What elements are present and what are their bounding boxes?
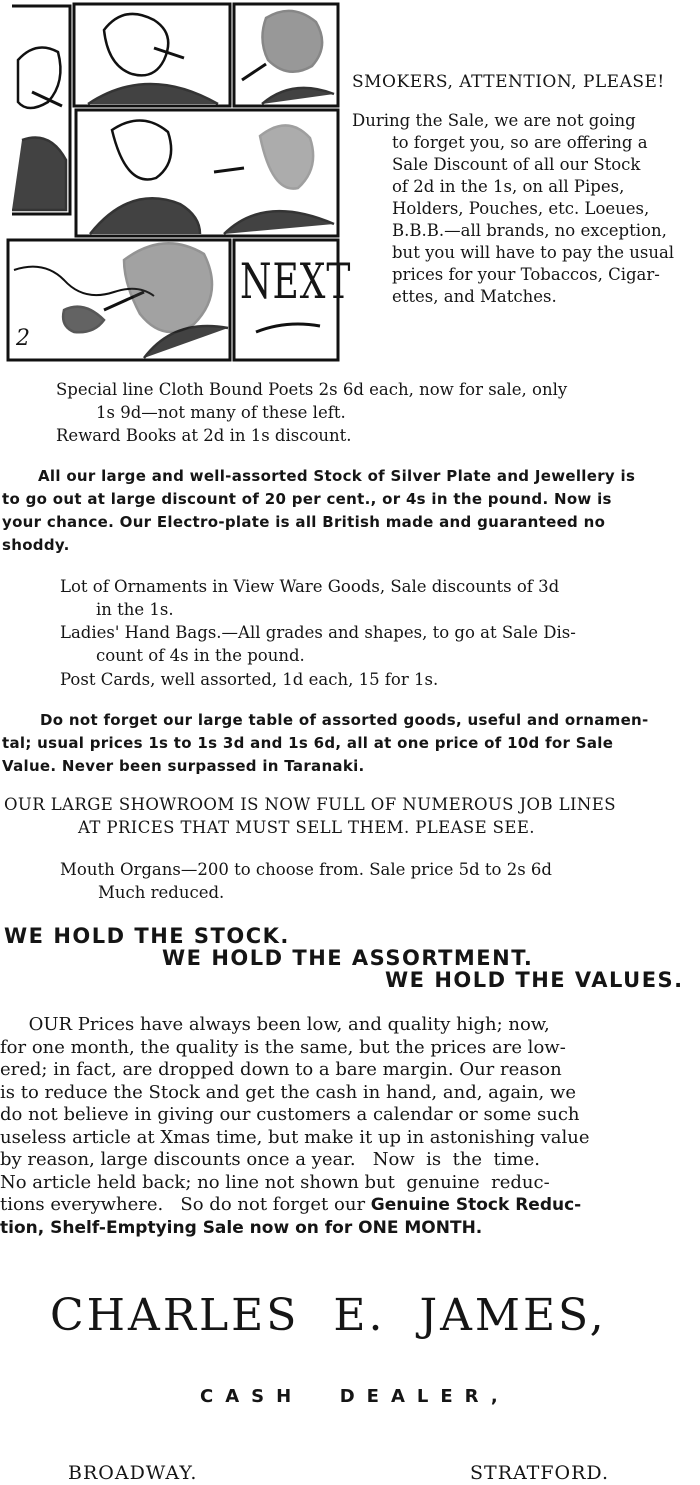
text-line: Sale Discount of all our Stock xyxy=(392,155,641,174)
text-line xyxy=(0,1194,700,1217)
merchant-street: BROADWAY. xyxy=(68,1462,198,1484)
next-panel-caption: NEXT xyxy=(240,254,352,311)
showroom-line: AT PRICES THAT MUST SELL THEM. PLEASE SEE. xyxy=(78,818,535,837)
table-goods-line: Do not forget our large table of assorted goods, useful and ornamen- xyxy=(40,711,649,729)
text-line: do not believe in giving our customers a calendar or some such xyxy=(0,1104,580,1125)
silver-line: All our large and well-assorted Stock of Silver Plate and Jewellery is xyxy=(38,467,636,485)
text-line: Holders, Pouches, etc. Loeues, xyxy=(392,199,650,218)
handbags-line: Ladies' Hand Bags.—All grades and shapes, to go at Sale Dis- xyxy=(60,623,576,642)
merchant-title: CASH DEALER, xyxy=(200,1386,510,1407)
panel-number: 2 xyxy=(16,326,30,351)
showroom-line: OUR LARGE SHOWROOM IS NOW FULL OF NUMEROUS JOB LINES xyxy=(4,795,616,814)
text-line: to forget you, so are offering a xyxy=(392,133,648,152)
text-line: ered; in fact, are dropped down to a bare margin. Our reason xyxy=(0,1059,562,1080)
smokers-cartoon xyxy=(4,0,352,362)
slogan-values: WE HOLD THE VALUES. xyxy=(385,968,684,992)
prices-paragraph xyxy=(0,1014,700,1239)
mouth-organs-line: Much reduced. xyxy=(98,883,225,902)
text-line: ettes, and Matches. xyxy=(392,287,557,306)
slogan-assortment: WE HOLD THE ASSORTMENT. xyxy=(162,946,534,970)
text-line: of 2d in the 1s, on all Pipes, xyxy=(392,177,625,196)
poets-line: 1s 9d—not many of these left. xyxy=(96,403,346,422)
text-line: B.B.B.—all brands, no exception, xyxy=(392,221,667,240)
merchant-town: STRATFORD. xyxy=(470,1462,610,1484)
sale-duration-line: tion, Shelf-Emptying Sale now on for ONE MONTH. xyxy=(0,1217,483,1238)
smokers-paragraph xyxy=(352,110,698,308)
text-line: useless article at Xmas time, but make it up in astonishing value xyxy=(0,1126,590,1148)
mouth-organs-line: Mouth Organs—200 to choose from. Sale price 5d to 2s 6d xyxy=(60,860,552,879)
text-line: No article held back; no line not shown but genuine reduc- xyxy=(0,1171,550,1193)
ornaments-line: Lot of Ornaments in View Ware Goods, Sale discounts of 3d xyxy=(60,577,560,596)
text-line: prices for your Tobaccos, Cigar- xyxy=(392,265,660,284)
slogan-stock: WE HOLD THE STOCK. xyxy=(4,924,290,948)
text-line: is to reduce the Stock and get the cash in hand, and, again, we xyxy=(0,1081,576,1103)
handbags-line: count of 4s in the pound. xyxy=(96,646,305,665)
text-line: OUR Prices have always been low, and quality high; now, xyxy=(0,1014,550,1035)
postcards-line: Post Cards, well assorted, 1d each, 15 for 1s. xyxy=(60,670,439,689)
silver-line: to go out at large discount of 20 per cent., or 4s in the pound. Now is xyxy=(2,490,612,508)
merchant-name: CHARLES E. JAMES, xyxy=(50,1290,607,1341)
poets-line: Special line Cloth Bound Poets 2s 6d each, now for sale, only xyxy=(56,380,568,399)
table-goods-line: Value. Never been surpassed in Taranaki. xyxy=(2,757,365,775)
reward-books-line: Reward Books at 2d in 1s discount. xyxy=(56,426,352,445)
ornaments-line: in the 1s. xyxy=(96,600,174,619)
text-line: but you will have to pay the usual xyxy=(392,243,675,262)
text-fragment: tions everywhere. So do not forget our xyxy=(0,1194,366,1215)
table-goods-line: tal; usual prices 1s to 1s 3d and 1s 6d, all at one price of 10d for Sale xyxy=(2,734,614,752)
text-line: for one month, the quality is the same, but the prices are low- xyxy=(0,1036,566,1058)
silver-line: shoddy. xyxy=(2,536,70,554)
text-line: During the Sale, we are not going xyxy=(352,111,636,130)
smokers-heading: SMOKERS, ATTENTION, PLEASE! xyxy=(352,72,665,92)
text-line: by reason, large discounts once a year. Now is the time. xyxy=(0,1149,540,1170)
sale-name-fragment: Genuine Stock Reduc- xyxy=(370,1195,582,1215)
silver-line: your chance. Our Electro-plate is all British made and guaranteed no xyxy=(2,513,606,531)
